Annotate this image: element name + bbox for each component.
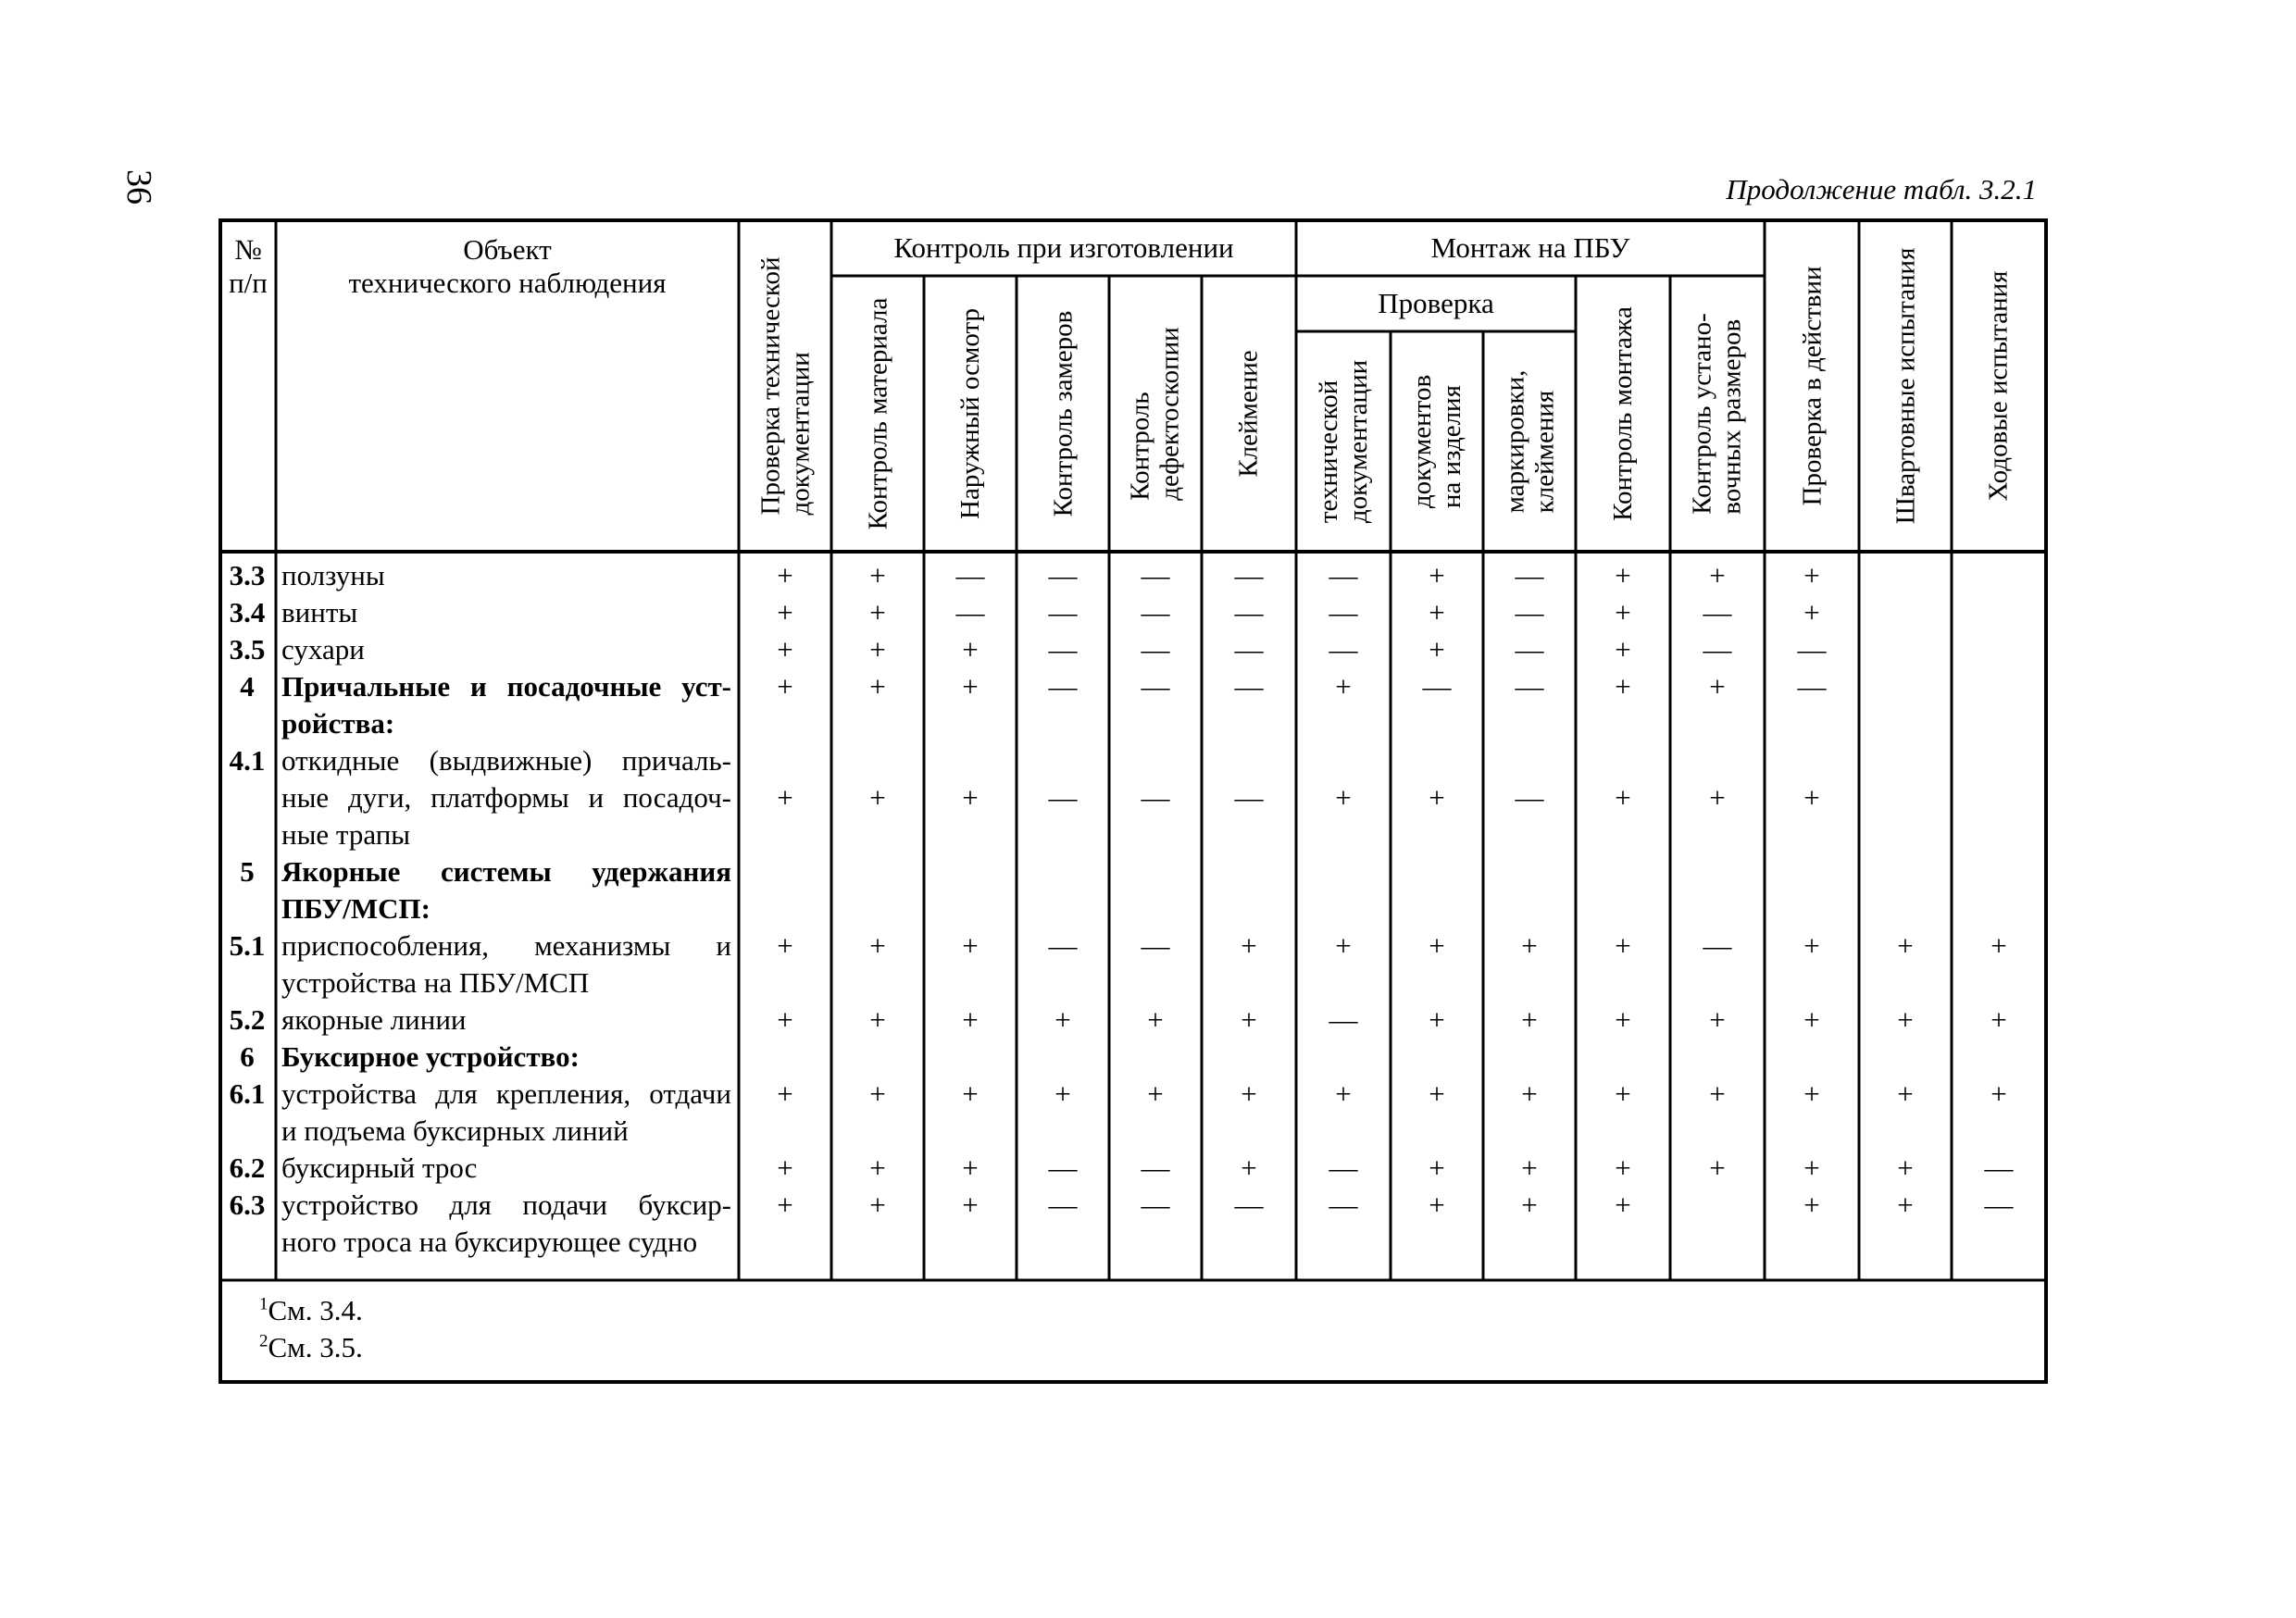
mark-cell: + <box>869 596 886 629</box>
header-documents: документов на изделия <box>1407 374 1466 509</box>
mark-cell: + <box>777 1003 793 1036</box>
row-number: 3.4 <box>229 596 266 629</box>
mark-cell: + <box>1429 1189 1445 1221</box>
mark-cell: — <box>1048 633 1078 666</box>
mark-cell: — <box>1234 559 1264 591</box>
header-mount: Контроль монтажа <box>1608 306 1639 521</box>
mark-cell: + <box>1615 781 1631 814</box>
mark-cell: + <box>1897 1077 1914 1110</box>
mark-cell: + <box>777 633 793 666</box>
mark-cell: — <box>1234 670 1264 703</box>
mark-cell: + <box>1521 929 1538 962</box>
row-object-line: ные трапы <box>281 818 411 851</box>
mark-cell: + <box>1241 929 1257 962</box>
mark-cell: + <box>1054 1077 1071 1110</box>
mark-cell: + <box>962 670 979 703</box>
mark-cell: + <box>1147 1003 1164 1036</box>
row-object-line: буксирный трос <box>281 1151 478 1184</box>
row-object-line: винты <box>281 596 358 629</box>
mark-cell: + <box>1803 596 1820 629</box>
mark-cell: + <box>1615 633 1631 666</box>
mark-cell: + <box>1990 1077 2007 1110</box>
mark-cell: — <box>1984 1151 2014 1184</box>
mark-cell: + <box>1241 1151 1257 1184</box>
mark-cell: + <box>962 1151 979 1184</box>
mark-cell: + <box>1615 1151 1631 1184</box>
row-object <box>281 1002 731 1039</box>
mark-cell: — <box>1703 929 1732 962</box>
footnote-1: $^1$См. 3.4. <box>259 1294 363 1326</box>
mark-cell: + <box>1615 1189 1631 1221</box>
row-object <box>281 594 731 631</box>
mark-cell: + <box>777 1077 793 1110</box>
mark-cell: + <box>1335 1077 1352 1110</box>
header-mooring: Швартовные испытания <box>1890 247 1920 525</box>
header-material: Контроль материала <box>863 297 893 530</box>
mark-cell: — <box>1984 1189 2014 1221</box>
row-object-line: Причальные и посадочные уст- <box>281 670 731 703</box>
row-object-line: ползуны <box>281 559 385 591</box>
mark-cell: — <box>1329 1003 1358 1036</box>
mark-cell: — <box>1422 670 1452 703</box>
row-object-line: и подъема буксирных линий <box>281 1114 629 1147</box>
mark-cell: — <box>1797 670 1827 703</box>
mark-cell: + <box>869 1003 886 1036</box>
mark-cell: + <box>1429 1077 1445 1110</box>
row-number: 5.2 <box>229 1003 266 1036</box>
mark-cell: — <box>1048 596 1078 629</box>
header-sea: Ходовые испытания <box>1983 270 2014 502</box>
mark-cell: — <box>1703 596 1732 629</box>
mark-cell: + <box>1429 781 1445 814</box>
row-number: 3.5 <box>229 633 266 666</box>
header-defect: Контроль дефектоскопии <box>1126 327 1186 501</box>
mark-cell: + <box>1803 1077 1820 1110</box>
row-object-line: устройство для подачи буксир- <box>281 1189 731 1221</box>
header-visual: Наружный осмотр <box>955 308 986 519</box>
mark-cell: + <box>869 633 886 666</box>
mark-cell: + <box>1335 781 1352 814</box>
row-object <box>281 1150 731 1187</box>
mark-cell: + <box>1335 929 1352 962</box>
row-object <box>281 853 731 927</box>
mark-cell: — <box>1141 596 1170 629</box>
mark-cell: + <box>1429 633 1445 666</box>
mark-cell: + <box>1429 596 1445 629</box>
mark-cell: + <box>1803 559 1820 591</box>
mark-cell: + <box>1803 1003 1820 1036</box>
row-object <box>281 1187 731 1261</box>
mark-cell: + <box>1429 929 1445 962</box>
mark-cell: + <box>1335 670 1352 703</box>
page-number: 36 <box>119 169 158 205</box>
mark-cell: + <box>1521 1077 1538 1110</box>
mark-cell: + <box>777 596 793 629</box>
header-action: Проверка в действии <box>1797 266 1828 506</box>
mark-cell: + <box>1615 559 1631 591</box>
row-number: 5 <box>240 855 255 888</box>
mark-cell: — <box>1048 670 1078 703</box>
mark-cell: + <box>777 1189 793 1221</box>
footnote-2: $^2$См. 3.5. <box>259 1331 363 1363</box>
mark-cell: + <box>1054 1003 1071 1036</box>
mark-cell: — <box>1329 1151 1358 1184</box>
row-object-line: ного троса на буксирующее судно <box>281 1226 698 1258</box>
mark-cell: + <box>869 559 886 591</box>
mark-cell: — <box>1515 559 1544 591</box>
mark-cell: + <box>962 929 979 962</box>
header-doc-check: Проверка технической документации <box>755 256 815 516</box>
mark-cell: — <box>1515 633 1544 666</box>
row-object-line: ройства: <box>281 707 395 740</box>
mark-cell: + <box>1990 1003 2007 1036</box>
row-object-line: сухари <box>281 633 365 666</box>
mark-cell: + <box>1429 1003 1445 1036</box>
mark-cell: + <box>1803 1189 1820 1221</box>
mark-cell: — <box>1234 1189 1264 1221</box>
mark-cell: — <box>1234 781 1264 814</box>
row-object-line: якорные линии <box>281 1003 467 1036</box>
mark-cell: — <box>1141 559 1170 591</box>
header-marking: маркировки, клеймения <box>1500 369 1559 514</box>
header-group-mounting: Монтаж на ПБУ <box>1430 231 1630 264</box>
mark-cell: — <box>1048 1151 1078 1184</box>
mark-cell: + <box>777 670 793 703</box>
mark-cell: + <box>1147 1077 1164 1110</box>
mark-cell: + <box>777 781 793 814</box>
mark-cell: — <box>1515 596 1544 629</box>
row-number: 4.1 <box>229 744 266 777</box>
mark-cell: + <box>869 670 886 703</box>
row-object-line: устройства на ПБУ/МСП <box>281 966 590 999</box>
mark-cell: — <box>1048 929 1078 962</box>
header-stamp: Клеймение <box>1234 350 1264 478</box>
row-object-line: устройства для крепления, отдачи <box>281 1077 731 1110</box>
row-number: 5.1 <box>229 929 266 962</box>
mark-cell: + <box>869 929 886 962</box>
row-number: 6.3 <box>229 1189 266 1221</box>
mark-cell: — <box>1234 596 1264 629</box>
mark-cell: + <box>1990 929 2007 962</box>
mark-cell: + <box>777 1151 793 1184</box>
mark-cell: + <box>1615 670 1631 703</box>
mark-cell: + <box>1709 1003 1726 1036</box>
row-number: 4 <box>240 670 255 703</box>
header-object: Объект технического наблюдения <box>348 233 667 299</box>
mark-cell: — <box>1329 1189 1358 1221</box>
row-object <box>281 1076 731 1150</box>
mark-cell: — <box>1329 633 1358 666</box>
mark-cell: + <box>1897 1151 1914 1184</box>
mark-cell: + <box>962 1003 979 1036</box>
header-install: Контроль устано- вочных размеров <box>1688 313 1747 515</box>
mark-cell: — <box>1141 781 1170 814</box>
mark-cell: + <box>1803 929 1820 962</box>
mark-cell: — <box>1515 781 1544 814</box>
row-number: 6.1 <box>229 1077 266 1110</box>
mark-cell: + <box>1615 596 1631 629</box>
mark-cell: + <box>1709 670 1726 703</box>
mark-cell: + <box>962 1077 979 1110</box>
mark-cell: + <box>962 633 979 666</box>
mark-cell: + <box>1803 1151 1820 1184</box>
mark-cell: + <box>1897 1189 1914 1221</box>
mark-cell: + <box>1803 781 1820 814</box>
mark-cell: + <box>962 1189 979 1221</box>
mark-cell: + <box>1615 929 1631 962</box>
mark-cell: + <box>1615 1003 1631 1036</box>
mark-cell: + <box>1615 1077 1631 1110</box>
row-object <box>281 742 731 853</box>
row-object-line: ПБУ/МСП: <box>281 892 430 925</box>
mark-cell: — <box>1141 633 1170 666</box>
mark-cell: — <box>1797 633 1827 666</box>
row-number: 3.3 <box>229 559 266 591</box>
mark-cell: — <box>1515 670 1544 703</box>
row-object <box>281 927 731 1002</box>
mark-cell: — <box>1048 781 1078 814</box>
mark-cell: — <box>1329 559 1358 591</box>
mark-cell: — <box>955 559 985 591</box>
mark-cell: — <box>955 596 985 629</box>
mark-cell: + <box>1897 929 1914 962</box>
header-group-manufacturing: Контроль при изготовлении <box>893 231 1234 264</box>
row-object <box>281 1039 731 1076</box>
header-tech-doc: технической документации <box>1314 359 1374 524</box>
row-object <box>281 631 731 668</box>
table-caption: Продолжение табл. 3.2.1 <box>1726 173 2037 205</box>
mark-cell: + <box>1241 1077 1257 1110</box>
header-subgroup-check: Проверка <box>1378 287 1494 319</box>
mark-cell: + <box>1429 1151 1445 1184</box>
mark-cell: — <box>1234 633 1264 666</box>
mark-cell: + <box>1897 1003 1914 1036</box>
mark-cell: + <box>869 1077 886 1110</box>
row-object <box>281 668 731 742</box>
row-object-line: Буксирное устройство: <box>281 1040 580 1073</box>
row-number: 6 <box>240 1040 255 1073</box>
mark-cell: + <box>1709 1151 1726 1184</box>
mark-cell: + <box>869 1151 886 1184</box>
mark-cell: + <box>777 559 793 591</box>
row-object-line: откидные (выдвижные) причаль- <box>281 744 731 777</box>
mark-cell: + <box>1709 781 1726 814</box>
mark-cell: + <box>1429 559 1445 591</box>
row-object <box>281 557 731 594</box>
mark-cell: — <box>1703 633 1732 666</box>
mark-cell: — <box>1141 929 1170 962</box>
mark-cell: + <box>869 1189 886 1221</box>
mark-cell: — <box>1141 670 1170 703</box>
mark-cell: + <box>1709 1077 1726 1110</box>
mark-cell: + <box>1241 1003 1257 1036</box>
header-measure: Контроль замеров <box>1048 310 1079 517</box>
header-number: № п/п <box>229 233 268 299</box>
mark-cell: + <box>1709 559 1726 591</box>
row-number: 6.2 <box>229 1151 266 1184</box>
mark-cell: — <box>1141 1189 1170 1221</box>
row-object-line: приспособления, механизмы и <box>281 929 731 962</box>
mark-cell: + <box>777 929 793 962</box>
mark-cell: — <box>1329 596 1358 629</box>
mark-cell: + <box>1521 1151 1538 1184</box>
mark-cell: + <box>869 781 886 814</box>
mark-cell: + <box>1521 1003 1538 1036</box>
mark-cell: + <box>962 781 979 814</box>
mark-cell: — <box>1141 1151 1170 1184</box>
mark-cell: — <box>1048 559 1078 591</box>
row-object-line: Якорные системы удержания <box>281 855 731 888</box>
row-object-line: ные дуги, платформы и посадоч- <box>281 781 731 814</box>
mark-cell: + <box>1521 1189 1538 1221</box>
mark-cell: — <box>1048 1189 1078 1221</box>
